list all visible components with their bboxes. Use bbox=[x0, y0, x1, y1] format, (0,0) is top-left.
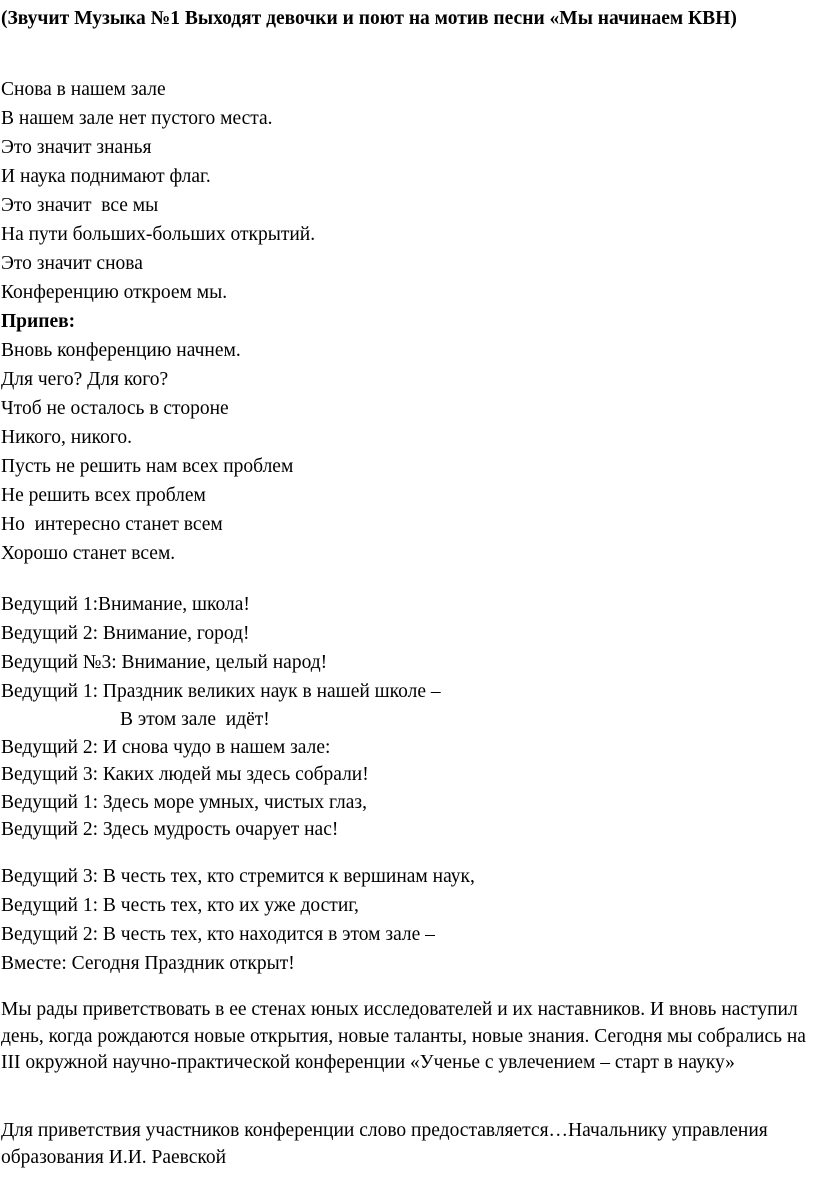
song-line: Это значит снова bbox=[1, 253, 143, 274]
dialog-block-2 bbox=[1, 862, 475, 978]
dialog-line: Ведущий 2: Здесь мудрость очарует нас! bbox=[1, 819, 339, 840]
dialog-line-indented: В этом зале идёт! bbox=[120, 709, 270, 730]
song-line: Для чего? Для кого? bbox=[1, 369, 169, 390]
dialog-line: Ведущий 1: Здесь море умных, чистых глаз, bbox=[1, 791, 368, 813]
song-line: Хорошо станет всем. bbox=[1, 543, 176, 564]
chorus-label: Припев: bbox=[1, 311, 76, 332]
song-line: Не решить всех проблем bbox=[1, 485, 206, 506]
song-line: Никого, никого. bbox=[1, 427, 133, 448]
dialog-line: Ведущий 2: В честь тех, кто находится в этом зале – bbox=[1, 924, 435, 945]
dialog-line: Вместе: Сегодня Праздник открыт! bbox=[1, 953, 295, 974]
document-heading: (Звучит Музыка №1 Выходят девочки и поют на мотив песни «Мы начинаем КВН) bbox=[1, 8, 737, 29]
dialog-line: Ведущий 3: Каких людей мы здесь собрали! bbox=[1, 764, 369, 785]
dialog-line: Ведущий 1: В честь тех, кто их уже достиг, bbox=[1, 895, 359, 916]
song-lyrics bbox=[1, 75, 315, 568]
dialog-line: Ведущий 1: Праздник великих наук в нашей школе – bbox=[1, 681, 441, 702]
song-line: Пусть не решить нам всех проблем bbox=[1, 456, 294, 477]
dialog-line: Ведущий №3: Внимание, целый народ! bbox=[1, 652, 328, 673]
dialog-line: Ведущий 3: В честь тех, кто стремится к вершинам наук, bbox=[1, 866, 475, 887]
dialog-line: Ведущий 1:Внимание, школа! bbox=[1, 594, 250, 615]
dialog-line: Ведущий 2: Внимание, город! bbox=[1, 623, 250, 644]
greeting-paragraph: Для приветствия участников конференции слово предоставляется…Начальнику управления образования И.И. Раевской bbox=[1, 1120, 768, 1168]
song-line: Это значит знанья bbox=[1, 137, 152, 158]
song-line: Вновь конференцию начнем. bbox=[1, 340, 241, 361]
dialog-block-1 bbox=[1, 590, 441, 844]
welcome-paragraph: Мы рады приветствовать в ее стенах юных исследователей и их наставников. И вновь наступил день, когда рождаются новые открытия, новые таланты, новые знания. Сегодня мы собрались на III окружной научно-практической конференции «Ученье с увлечением – старт в науку» bbox=[1, 999, 806, 1073]
song-line: Это значит все мы bbox=[1, 195, 159, 216]
song-line: Конференцию откроем мы. bbox=[1, 282, 228, 303]
song-line: Чтоб не осталось в стороне bbox=[1, 398, 229, 419]
song-line: На пути больших-больших открытий. bbox=[1, 224, 316, 245]
song-line: В нашем зале нет пустого места. bbox=[1, 108, 273, 129]
song-line: И наука поднимают флаг. bbox=[1, 166, 211, 187]
song-line: Снова в нашем зале bbox=[1, 79, 166, 100]
song-line: Но интересно станет всем bbox=[1, 514, 223, 535]
dialog-line: Ведущий 2: И снова чудо в нашем зале: bbox=[1, 736, 331, 758]
